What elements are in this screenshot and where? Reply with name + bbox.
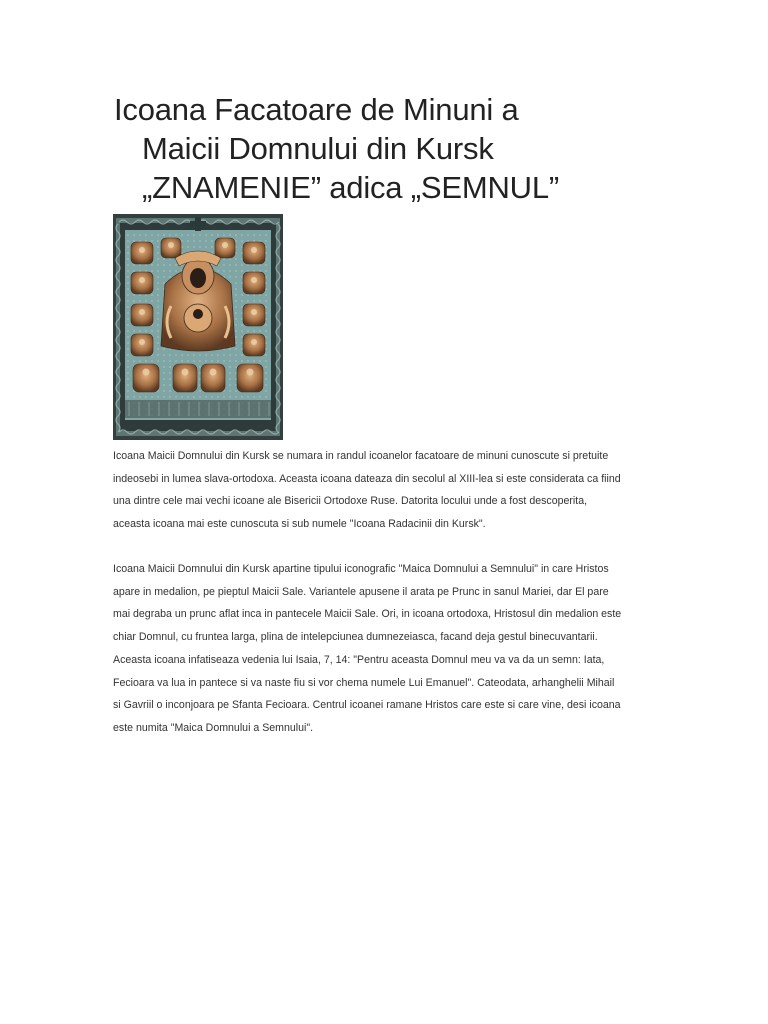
paragraph-1-line: indeosebi in lumea slava-ortodoxa. Aceasta icoana dateaza din secolul al XIII-lea si este considerata ca fiind xyxy=(113,472,621,485)
paragraph-2-line: Fecioara va lua in pantece si va naste fiu si vor chema numele Lui Emanuel". Cateodata, arhanghelii Mihail xyxy=(113,676,615,689)
paragraph-2 xyxy=(113,558,673,740)
paragraph-2-line: Aceasta icoana infatiseaza vedenia lui Isaia, 7, 14: "Pentru aceasta Domnul meu va va da un semn: Iata, xyxy=(113,653,605,666)
paragraph-1-line: aceasta icoana mai este cunoscuta si sub numele "Icoana Radacinii din Kursk". xyxy=(113,518,486,531)
paragraph-1-line: Icoana Maicii Domnului din Kursk se numara in randul icoanelor facatoare de minuni cunoscute si pretuite xyxy=(113,450,609,462)
orthodox-icon-image xyxy=(113,214,283,440)
paragraph-1-line: una dintre cele mai vechi icoane ale Bisericii Ortodoxe Ruse. Datorita locului unde a fost descoperita, xyxy=(113,495,588,508)
paragraph-2-line: si Gavriil o inconjoara pe Sfanta Fecioara. Centrul icoanei ramane Hristos care este si care vine, desi icoana xyxy=(113,699,621,712)
title-line-3: „ZNAMENIE” adica „SEMNUL” xyxy=(142,170,559,205)
page-title xyxy=(114,90,714,207)
paragraph-2-line: Icoana Maicii Domnului din Kursk apartine tipului iconografic "Maica Domnului a Semnului" in care Hristos xyxy=(113,563,609,575)
paragraph-2-line: chiar Domnul, cu fruntea larga, plina de intelepciunea dumnezeiasca, facand deja gestul binecuvantarii. xyxy=(113,631,598,644)
paragraph-2-line: mai degraba un prunc aflat inca in pantecele Maicii Sale. Ori, in icoana ortodoxa, Hristosul din medalion este xyxy=(113,608,622,621)
title-line-2: Maicii Domnului din Kursk xyxy=(142,131,494,166)
paragraph-2-line: este numita "Maica Domnului a Semnului". xyxy=(113,721,314,734)
paragraph-2-line: apare in medalion, pe pieptul Maicii Sale. Variantele apusene il arata pe Prunc in sanul Mariei, dar El pare xyxy=(113,585,609,598)
title-line-1: Icoana Facatoare de Minuni a xyxy=(114,92,519,127)
paragraph-1 xyxy=(113,445,673,536)
